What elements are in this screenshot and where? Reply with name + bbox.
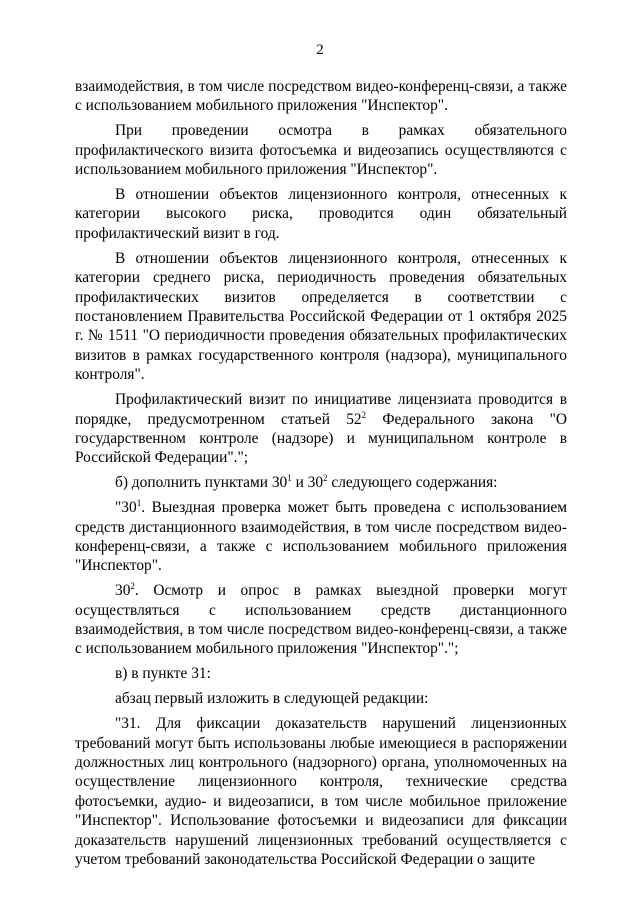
paragraph-4: В отношении объектов лицензионного контроля, отнесенных к категории среднего риска, периодичность проведения обязательных профилактических визитов определяется в соответствии с постановлением Правительства Российской Федерации от 1 октября 2025 г. № 1511 "О периодичности проведения обязательных профилактических визитов в рамках государственного контроля (надзора), муниципального контроля". — [75, 249, 567, 384]
document-body — [75, 77, 567, 875]
paragraph-6-text-a: б) дополнить пунктами 30 — [115, 474, 288, 492]
paragraph-5-text-a: Профилактический визит по инициативе лицензиата проводится в порядке, предусмотренном статьей 52 — [75, 391, 567, 428]
paragraph-8 — [75, 581, 567, 659]
paragraph-6-superscript-2: 2 — [323, 473, 328, 484]
paragraph-6 — [75, 473, 567, 492]
paragraph-8-text-a: 30 — [115, 582, 131, 600]
paragraph-9: в) в пункте 31: — [115, 665, 211, 683]
paragraph-6-text-c: следующего содержания: — [327, 474, 498, 492]
paragraph-7-text-a: "30 — [115, 499, 137, 517]
paragraph-10: абзац первый изложить в следующей редакции: — [115, 690, 429, 708]
paragraph-8-superscript: 2 — [130, 581, 135, 592]
paragraph-6-superscript-1: 1 — [287, 473, 292, 484]
page-number: 2 — [316, 42, 324, 58]
paragraph-7-text-b: . Выездная проверка может быть проведена с использованием средств дистанционного взаимодействия, в том числе посредством видео-конференц-связи, а также с использованием мобильного приложения "Инспектор". — [75, 499, 567, 575]
paragraph-6-text-b: и 30 — [291, 474, 324, 492]
paragraph-5-text-b: Федерального закона "О государственном контроле (надзоре) и муниципальном контроле в Российской Федерации"."; — [75, 410, 567, 467]
paragraph-1: взаимодействия, в том числе посредством видео-конференц-связи, а также с использованием мобильного приложения "Инспектор". — [75, 78, 567, 115]
paragraph-7 — [75, 498, 567, 576]
paragraph-5 — [75, 390, 567, 468]
paragraph-2: При проведении осмотра в рамках обязательного профилактического визита фотосъемка и видеозапись осуществляются с использованием мобильного приложения "Инспектор". — [75, 122, 567, 179]
paragraph-5-superscript: 2 — [361, 409, 367, 420]
paragraph-3: В отношении объектов лицензионного контроля, отнесенных к категории высокого риска, проводится один обязательный профилактический визит в год. — [75, 186, 567, 242]
paragraph-11: "31. Для фиксации доказательств нарушений лицензионных требований могут быть использованы любые имеющиеся в распоряжении должностных лиц контрольного (надзорного) органа, уполномоченных на осуществление лицензионного контроля, технические средства фотосъемки, аудио- и видеозаписи, в том числе мобильное приложение "Инспектор". Использование фотосъемки и видеозаписи для фиксации доказательств нарушений лицензионных требований осуществляется с учетом требований законодательства Российской Федерации о защите — [75, 715, 567, 869]
paragraph-8-text-b: . Осмотр и опрос в рамках выездной проверки могут осуществляться с использованием средств дистанционного взаимодействия, в том числе посредством видео-конференц-связи, а также с использованием мобильного приложения "Инспектор"."; — [75, 582, 567, 658]
paragraph-7-superscript: 1 — [136, 498, 142, 509]
